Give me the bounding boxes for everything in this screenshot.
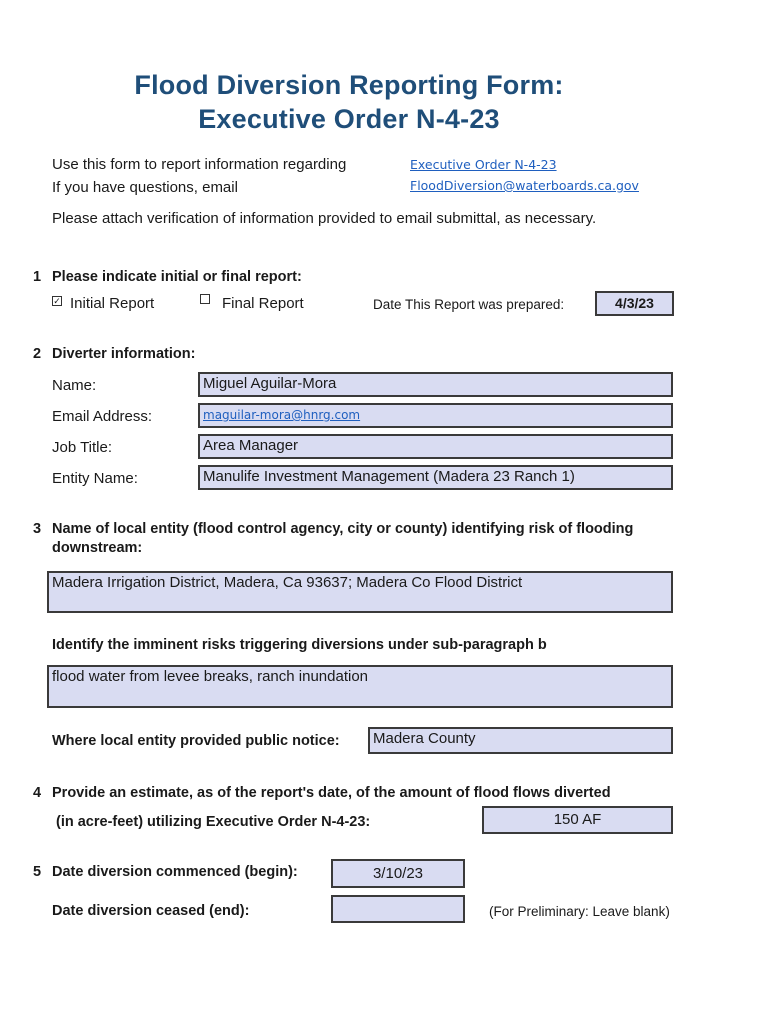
form-title-line1: Flood Diversion Reporting Form:: [134, 70, 564, 100]
name-field[interactable]: Miguel Aguilar-Mora: [198, 372, 673, 397]
section1-heading: Please indicate initial or final report:: [52, 269, 302, 285]
job-title-field[interactable]: Area Manager: [198, 434, 673, 459]
local-entity-field[interactable]: Madera Irrigation District, Madera, Ca 93637; Madera Co Flood District: [47, 571, 673, 613]
flood-diversion-email-link[interactable]: FloodDiversion@waterboards.ca.gov: [410, 178, 639, 193]
executive-order-link[interactable]: Executive Order N-4-23: [410, 157, 557, 172]
name-label: Name:: [52, 377, 97, 394]
end-date-label: Date diversion ceased (end):: [52, 903, 250, 919]
risks-field[interactable]: flood water from levee breaks, ranch inundation: [47, 665, 673, 708]
intro-line1: Use this form to report information regarding: [52, 156, 347, 173]
initial-report-label: Initial Report: [70, 295, 155, 312]
begin-date-field[interactable]: 3/10/23: [331, 859, 465, 888]
form-title-line2: Executive Order N-4-23: [198, 104, 500, 134]
email-label: Email Address:: [52, 408, 153, 425]
section3-heading-line2: downstream:: [52, 540, 143, 556]
final-report-checkbox[interactable]: [200, 294, 210, 304]
risks-heading: Identify the imminent risks triggering diversions under sub-paragraph b: [52, 637, 547, 653]
end-date-field[interactable]: [331, 895, 465, 923]
section2-number: 2: [33, 346, 42, 362]
entity-name-field[interactable]: Manulife Investment Management (Madera 23 Ranch 1): [198, 465, 673, 490]
job-title-label: Job Title:: [52, 439, 113, 456]
report-date-field[interactable]: 4/3/23: [595, 291, 674, 316]
entity-name-label: Entity Name:: [52, 470, 138, 487]
begin-date-label: Date diversion commenced (begin):: [52, 864, 298, 880]
public-notice-label: Where local entity provided public notice:: [52, 733, 340, 749]
attach-note: Please attach verification of information provided to email submittal, as necessary.: [52, 210, 597, 227]
email-value-link[interactable]: maguilar-mora@hnrg.com: [203, 408, 361, 422]
section3-number: 3: [33, 521, 42, 537]
final-report-label: Final Report: [222, 295, 304, 312]
report-date-label: Date This Report was prepared:: [373, 297, 565, 312]
section4-heading-line2: (in acre-feet) utilizing Executive Order N-4-23:: [56, 814, 371, 830]
initial-report-checkbox[interactable]: ✓: [53, 296, 61, 306]
section3-heading-line1: Name of local entity (flood control agency, city or county) identifying risk of flooding: [52, 521, 634, 537]
section1-number: 1: [33, 269, 42, 285]
section4-number: 4: [33, 785, 42, 801]
email-field[interactable]: [198, 403, 673, 428]
intro-line2: If you have questions, email: [52, 179, 238, 196]
flood-flows-amount-field[interactable]: 150 AF: [482, 806, 673, 834]
section5-number: 5: [33, 864, 42, 880]
public-notice-field[interactable]: Madera County: [368, 727, 673, 754]
end-date-note: (For Preliminary: Leave blank): [489, 904, 670, 919]
section2-heading: Diverter information:: [52, 346, 196, 362]
section4-heading-line1: Provide an estimate, as of the report's date, of the amount of flood flows diverted: [52, 785, 611, 801]
